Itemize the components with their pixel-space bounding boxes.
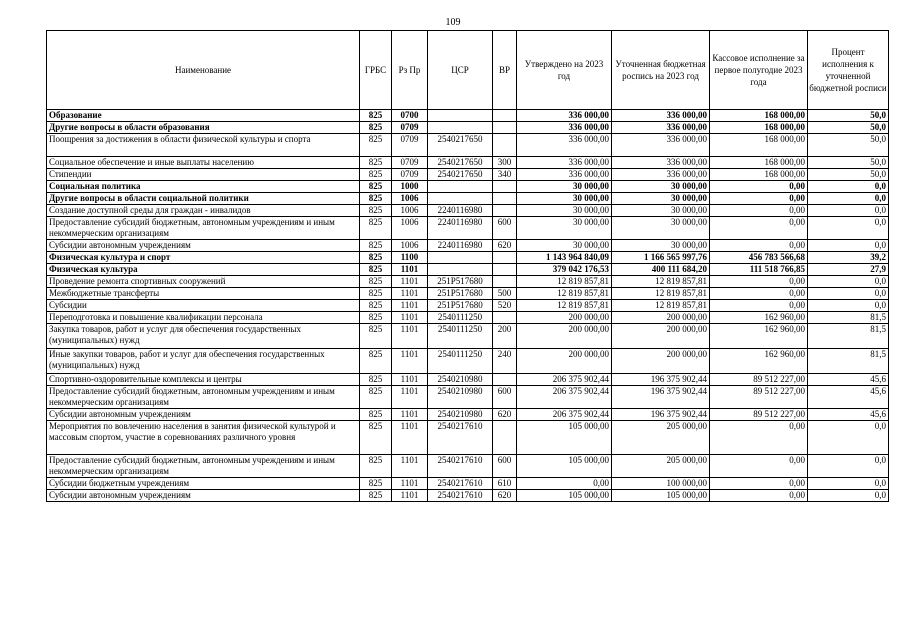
- cell-name: Межбюджетные трансферты: [47, 288, 360, 300]
- table-row: [47, 455, 889, 478]
- cell-vr: 620: [493, 490, 517, 502]
- cell-rzpr: 1006: [392, 205, 428, 217]
- cell-name: Другие вопросы в области образования: [47, 122, 360, 134]
- cell-rzpr: 1101: [392, 276, 428, 288]
- cell-vr: [493, 205, 517, 217]
- cell-percent: 0,0: [808, 217, 889, 240]
- cell-percent: 0,0: [808, 193, 889, 205]
- cell-grbs: 825: [360, 421, 392, 455]
- cell-refined: 205 000,00: [612, 421, 710, 455]
- cell-cash: 168 000,00: [710, 110, 808, 122]
- cell-rzpr: 1101: [392, 374, 428, 386]
- cell-vr: 340: [493, 169, 517, 181]
- header-percent: Процент исполнения к уточненной бюджетной росписи: [808, 31, 889, 110]
- cell-percent: 27,9: [808, 264, 889, 276]
- table-row: [47, 264, 889, 276]
- cell-refined: 30 000,00: [612, 205, 710, 217]
- cell-csr: [428, 252, 493, 264]
- cell-csr: 2540210980: [428, 409, 493, 421]
- table-row: [47, 240, 889, 252]
- cell-grbs: 825: [360, 240, 392, 252]
- cell-refined: 200 000,00: [612, 349, 710, 374]
- cell-vr: 500: [493, 288, 517, 300]
- cell-rzpr: 1006: [392, 193, 428, 205]
- cell-percent: 0,0: [808, 240, 889, 252]
- cell-cash: 89 512 227,00: [710, 386, 808, 409]
- cell-percent: 50,0: [808, 110, 889, 122]
- table-row: [47, 193, 889, 205]
- cell-name: Физическая культура и спорт: [47, 252, 360, 264]
- cell-rzpr: 1101: [392, 312, 428, 324]
- cell-csr: [428, 193, 493, 205]
- table-row: [47, 110, 889, 122]
- cell-percent: 50,0: [808, 169, 889, 181]
- cell-grbs: 825: [360, 205, 392, 217]
- cell-vr: 620: [493, 409, 517, 421]
- cell-approved: 336 000,00: [517, 169, 612, 181]
- cell-vr: 200: [493, 324, 517, 349]
- cell-refined: 196 375 902,44: [612, 409, 710, 421]
- table-row: [47, 478, 889, 490]
- table-row: [47, 324, 889, 349]
- cell-csr: 251P517680: [428, 300, 493, 312]
- header-cash: Кассовое исполнение за первое полугодие 2023 года: [710, 31, 808, 110]
- cell-csr: 2540217650: [428, 134, 493, 157]
- cell-grbs: 825: [360, 478, 392, 490]
- cell-csr: 251P517680: [428, 288, 493, 300]
- cell-rzpr: 1101: [392, 288, 428, 300]
- cell-csr: 2240116980: [428, 217, 493, 240]
- cell-grbs: 825: [360, 349, 392, 374]
- cell-percent: 45,6: [808, 374, 889, 386]
- table-row: [47, 205, 889, 217]
- cell-cash: 162 960,00: [710, 312, 808, 324]
- cell-cash: 0,00: [710, 478, 808, 490]
- cell-refined: 30 000,00: [612, 193, 710, 205]
- cell-percent: 45,6: [808, 386, 889, 409]
- cell-csr: 2540210980: [428, 374, 493, 386]
- cell-refined: 30 000,00: [612, 217, 710, 240]
- cell-grbs: 825: [360, 264, 392, 276]
- cell-percent: 39,2: [808, 252, 889, 264]
- cell-csr: 2540111250: [428, 349, 493, 374]
- cell-grbs: 825: [360, 409, 392, 421]
- table-row: [47, 252, 889, 264]
- cell-name: Поощрения за достижения в области физической культуры и спорта: [47, 134, 360, 157]
- cell-refined: 336 000,00: [612, 157, 710, 169]
- cell-csr: 2540217650: [428, 169, 493, 181]
- cell-csr: [428, 181, 493, 193]
- cell-csr: 2540111250: [428, 312, 493, 324]
- cell-csr: [428, 110, 493, 122]
- table-row: [47, 122, 889, 134]
- cell-approved: 105 000,00: [517, 490, 612, 502]
- table-row: [47, 409, 889, 421]
- cell-refined: 196 375 902,44: [612, 374, 710, 386]
- header-csr: ЦСР: [428, 31, 493, 110]
- cell-percent: 0,0: [808, 490, 889, 502]
- cell-grbs: 825: [360, 122, 392, 134]
- cell-rzpr: 1101: [392, 455, 428, 478]
- cell-percent: 50,0: [808, 134, 889, 157]
- cell-grbs: 825: [360, 217, 392, 240]
- cell-cash: 89 512 227,00: [710, 374, 808, 386]
- table-row: [47, 157, 889, 169]
- cell-name: Мероприятия по вовлечению населения в занятия физической культурой и массовым спортом, участие в соревнованиях различного уровня: [47, 421, 360, 455]
- cell-vr: [493, 134, 517, 157]
- cell-name: Субсидии: [47, 300, 360, 312]
- cell-grbs: 825: [360, 134, 392, 157]
- cell-grbs: 825: [360, 300, 392, 312]
- cell-approved: 336 000,00: [517, 157, 612, 169]
- table-row: [47, 134, 889, 157]
- cell-name: Физическая культура: [47, 264, 360, 276]
- cell-vr: 600: [493, 455, 517, 478]
- cell-percent: 81,5: [808, 324, 889, 349]
- cell-name: Предоставление субсидий бюджетным, автономным учреждениям и иным некоммерческим организациям: [47, 217, 360, 240]
- cell-rzpr: 0700: [392, 110, 428, 122]
- cell-cash: 456 783 566,68: [710, 252, 808, 264]
- cell-refined: 200 000,00: [612, 324, 710, 349]
- cell-grbs: 825: [360, 157, 392, 169]
- cell-cash: 0,00: [710, 490, 808, 502]
- table-row: [47, 312, 889, 324]
- cell-name: Субсидии автономным учреждениям: [47, 409, 360, 421]
- cell-name: Социальная политика: [47, 181, 360, 193]
- header-vr: ВР: [493, 31, 517, 110]
- cell-name: Предоставление субсидий бюджетным, автономным учреждениям и иным некоммерческим организациям: [47, 386, 360, 409]
- cell-csr: 2540217610: [428, 421, 493, 455]
- cell-cash: 168 000,00: [710, 157, 808, 169]
- cell-percent: 0,0: [808, 300, 889, 312]
- table-row: [47, 349, 889, 374]
- page-number: 109: [445, 17, 461, 28]
- cell-approved: 379 042 176,53: [517, 264, 612, 276]
- cell-percent: 81,5: [808, 349, 889, 374]
- cell-refined: 336 000,00: [612, 169, 710, 181]
- cell-grbs: 825: [360, 312, 392, 324]
- header-name: Наименование: [47, 31, 360, 110]
- cell-refined: 12 819 857,81: [612, 288, 710, 300]
- cell-name: Субсидии автономным учреждениям: [47, 490, 360, 502]
- cell-grbs: 825: [360, 276, 392, 288]
- cell-vr: [493, 276, 517, 288]
- cell-rzpr: 1101: [392, 324, 428, 349]
- cell-approved: 200 000,00: [517, 349, 612, 374]
- cell-rzpr: 1006: [392, 217, 428, 240]
- cell-csr: 251P517680: [428, 276, 493, 288]
- cell-cash: 0,00: [710, 205, 808, 217]
- header-rzpr: Рз Пр: [392, 31, 428, 110]
- cell-name: Субсидии автономным учреждениям: [47, 240, 360, 252]
- cell-grbs: 825: [360, 193, 392, 205]
- cell-cash: 0,00: [710, 217, 808, 240]
- cell-csr: 2540217610: [428, 478, 493, 490]
- cell-percent: 50,0: [808, 157, 889, 169]
- cell-rzpr: 1100: [392, 252, 428, 264]
- cell-approved: 336 000,00: [517, 122, 612, 134]
- cell-csr: 2540217610: [428, 490, 493, 502]
- cell-cash: 0,00: [710, 300, 808, 312]
- cell-cash: 0,00: [710, 288, 808, 300]
- cell-refined: 30 000,00: [612, 240, 710, 252]
- cell-percent: 81,5: [808, 312, 889, 324]
- cell-refined: 12 819 857,81: [612, 276, 710, 288]
- cell-vr: [493, 312, 517, 324]
- table-row: [47, 386, 889, 409]
- cell-name: Спортивно-оздоровительные комплексы и центры: [47, 374, 360, 386]
- cell-name: Создание доступной среды для граждан - инвалидов: [47, 205, 360, 217]
- cell-percent: 0,0: [808, 288, 889, 300]
- table-row: [47, 490, 889, 502]
- cell-name: Проведение ремонта спортивных сооружений: [47, 276, 360, 288]
- cell-rzpr: 1006: [392, 240, 428, 252]
- cell-vr: 300: [493, 157, 517, 169]
- cell-vr: [493, 110, 517, 122]
- cell-vr: [493, 193, 517, 205]
- cell-csr: 2240116980: [428, 205, 493, 217]
- cell-vr: 600: [493, 386, 517, 409]
- budget-execution-table: [46, 30, 889, 502]
- cell-rzpr: 1101: [392, 478, 428, 490]
- cell-grbs: 825: [360, 288, 392, 300]
- cell-grbs: 825: [360, 490, 392, 502]
- cell-grbs: 825: [360, 110, 392, 122]
- cell-grbs: 825: [360, 324, 392, 349]
- cell-rzpr: 1101: [392, 386, 428, 409]
- cell-refined: 100 000,00: [612, 478, 710, 490]
- table-row: [47, 421, 889, 455]
- cell-csr: 2240116980: [428, 240, 493, 252]
- cell-vr: [493, 252, 517, 264]
- cell-name: Образование: [47, 110, 360, 122]
- cell-grbs: 825: [360, 374, 392, 386]
- table-row: [47, 288, 889, 300]
- cell-refined: 336 000,00: [612, 110, 710, 122]
- cell-refined: 336 000,00: [612, 134, 710, 157]
- cell-name: Другие вопросы в области социальной политики: [47, 193, 360, 205]
- cell-approved: 105 000,00: [517, 421, 612, 455]
- cell-rzpr: 1000: [392, 181, 428, 193]
- cell-vr: [493, 264, 517, 276]
- cell-percent: 0,0: [808, 455, 889, 478]
- cell-csr: [428, 122, 493, 134]
- cell-grbs: 825: [360, 386, 392, 409]
- cell-approved: 12 819 857,81: [517, 276, 612, 288]
- cell-approved: 200 000,00: [517, 324, 612, 349]
- cell-grbs: 825: [360, 252, 392, 264]
- cell-percent: 0,0: [808, 205, 889, 217]
- cell-cash: 0,00: [710, 240, 808, 252]
- cell-name: Переподготовка и повышение квалификации персонала: [47, 312, 360, 324]
- cell-grbs: 825: [360, 169, 392, 181]
- cell-approved: 206 375 902,44: [517, 409, 612, 421]
- cell-vr: 600: [493, 217, 517, 240]
- cell-csr: 2540210980: [428, 386, 493, 409]
- cell-vr: [493, 122, 517, 134]
- cell-cash: 168 000,00: [710, 122, 808, 134]
- cell-cash: 0,00: [710, 276, 808, 288]
- cell-rzpr: 0709: [392, 122, 428, 134]
- cell-approved: 0,00: [517, 478, 612, 490]
- table-header-row: [47, 31, 889, 110]
- cell-approved: 336 000,00: [517, 134, 612, 157]
- cell-vr: [493, 181, 517, 193]
- cell-name: Закупка товаров, работ и услуг для обеспечения государственных (муниципальных) нужд: [47, 324, 360, 349]
- cell-refined: 30 000,00: [612, 181, 710, 193]
- cell-cash: 0,00: [710, 181, 808, 193]
- table-row: [47, 181, 889, 193]
- cell-name: Стипендии: [47, 169, 360, 181]
- cell-rzpr: 1101: [392, 421, 428, 455]
- cell-approved: 200 000,00: [517, 312, 612, 324]
- table-row: [47, 374, 889, 386]
- cell-rzpr: 1101: [392, 300, 428, 312]
- cell-csr: [428, 264, 493, 276]
- cell-refined: 336 000,00: [612, 122, 710, 134]
- table-row: [47, 276, 889, 288]
- cell-rzpr: 0709: [392, 134, 428, 157]
- cell-grbs: 825: [360, 181, 392, 193]
- cell-refined: 1 166 565 997,76: [612, 252, 710, 264]
- cell-name: Предоставление субсидий бюджетным, автономным учреждениям и иным некоммерческим организациям: [47, 455, 360, 478]
- cell-vr: 520: [493, 300, 517, 312]
- cell-percent: 50,0: [808, 122, 889, 134]
- cell-vr: [493, 421, 517, 455]
- cell-csr: 2540217650: [428, 157, 493, 169]
- cell-refined: 12 819 857,81: [612, 300, 710, 312]
- cell-rzpr: 0709: [392, 169, 428, 181]
- header-grbs: ГРБС: [360, 31, 392, 110]
- cell-approved: 336 000,00: [517, 110, 612, 122]
- cell-name: Социальное обеспечение и иные выплаты населению: [47, 157, 360, 169]
- cell-cash: 0,00: [710, 193, 808, 205]
- cell-cash: 162 960,00: [710, 324, 808, 349]
- cell-rzpr: 1101: [392, 409, 428, 421]
- cell-csr: 2540217610: [428, 455, 493, 478]
- cell-refined: 105 000,00: [612, 490, 710, 502]
- table-row: [47, 300, 889, 312]
- cell-cash: 89 512 227,00: [710, 409, 808, 421]
- cell-refined: 205 000,00: [612, 455, 710, 478]
- cell-name: Иные закупки товаров, работ и услуг для обеспечения государственных (муниципальных) нужд: [47, 349, 360, 374]
- cell-rzpr: 1101: [392, 264, 428, 276]
- cell-refined: 400 111 684,20: [612, 264, 710, 276]
- cell-approved: 206 375 902,44: [517, 374, 612, 386]
- cell-approved: 12 819 857,81: [517, 300, 612, 312]
- header-approved: Утверждено на 2023 год: [517, 31, 612, 110]
- cell-approved: 30 000,00: [517, 193, 612, 205]
- cell-cash: 0,00: [710, 455, 808, 478]
- cell-approved: 30 000,00: [517, 217, 612, 240]
- cell-vr: [493, 374, 517, 386]
- cell-percent: 45,6: [808, 409, 889, 421]
- cell-approved: 12 819 857,81: [517, 288, 612, 300]
- table-row: [47, 217, 889, 240]
- cell-grbs: 825: [360, 455, 392, 478]
- cell-vr: 610: [493, 478, 517, 490]
- cell-cash: 162 960,00: [710, 349, 808, 374]
- cell-refined: 196 375 902,44: [612, 386, 710, 409]
- cell-cash: 168 000,00: [710, 169, 808, 181]
- table-row: [47, 169, 889, 181]
- cell-cash: 0,00: [710, 421, 808, 455]
- cell-percent: 0,0: [808, 276, 889, 288]
- cell-approved: 30 000,00: [517, 205, 612, 217]
- cell-cash: 168 000,00: [710, 134, 808, 157]
- cell-percent: 0,0: [808, 421, 889, 455]
- header-refined: Уточненная бюджетная роспись на 2023 год: [612, 31, 710, 110]
- table-body: [47, 110, 889, 502]
- cell-rzpr: 1101: [392, 349, 428, 374]
- cell-vr: 620: [493, 240, 517, 252]
- cell-percent: 0,0: [808, 181, 889, 193]
- cell-cash: 111 518 766,85: [710, 264, 808, 276]
- cell-name: Субсидии бюджетным учреждениям: [47, 478, 360, 490]
- cell-rzpr: 0709: [392, 157, 428, 169]
- cell-approved: 30 000,00: [517, 181, 612, 193]
- cell-rzpr: 1101: [392, 490, 428, 502]
- cell-approved: 30 000,00: [517, 240, 612, 252]
- cell-approved: 1 143 964 840,09: [517, 252, 612, 264]
- cell-approved: 206 375 902,44: [517, 386, 612, 409]
- cell-percent: 0,0: [808, 478, 889, 490]
- cell-csr: 2540111250: [428, 324, 493, 349]
- cell-vr: 240: [493, 349, 517, 374]
- cell-approved: 105 000,00: [517, 455, 612, 478]
- cell-refined: 200 000,00: [612, 312, 710, 324]
